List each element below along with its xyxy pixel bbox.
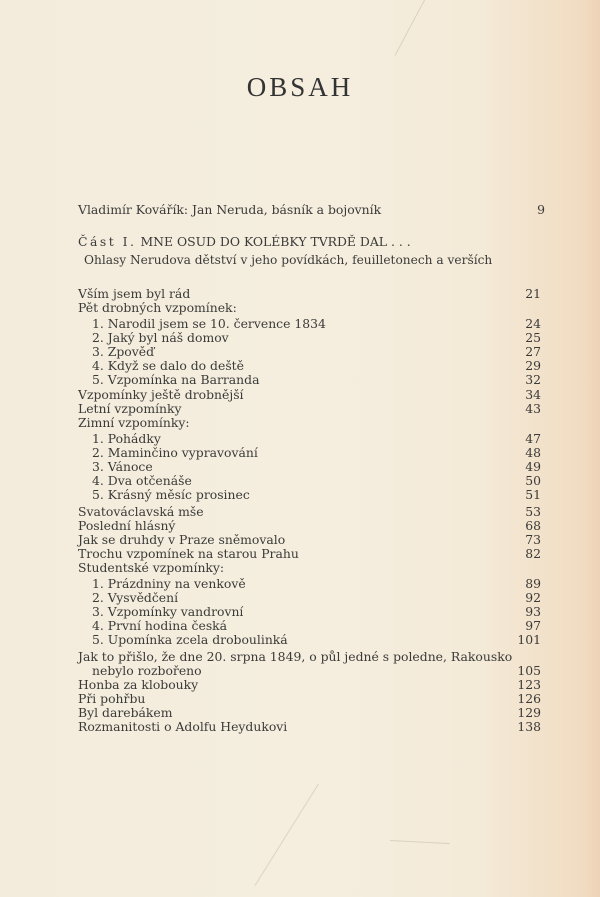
- toc-entry-label: Letní vzpomínky: [78, 401, 182, 416]
- toc-entry: [78, 692, 541, 706]
- toc-entry-label: 3. Zpověď: [92, 344, 155, 359]
- toc-entry-page: 49: [525, 459, 541, 474]
- toc-entry: [78, 460, 541, 474]
- toc-entry-page: 53: [525, 504, 541, 519]
- toc-entry-label: Pět drobných vzpomínek:: [78, 300, 237, 315]
- toc-entry-page: 138: [517, 719, 541, 734]
- toc-entry: [78, 678, 541, 692]
- toc-entry: [78, 720, 541, 734]
- toc-entry: [78, 706, 541, 720]
- toc-entry: [78, 331, 541, 345]
- toc-entry-label: 1. Pohádky: [92, 431, 161, 446]
- toc-entry: [78, 633, 541, 647]
- toc-entry-label: 4. Když se dalo do deště: [92, 358, 244, 373]
- part-title: MNE OSUD DO KOLÉBKY TVRDĚ DAL . . .: [140, 234, 411, 249]
- toc-entry-label: Rozmanitosti o Adolfu Heydukovi: [78, 719, 288, 734]
- toc-entry: [78, 301, 541, 315]
- toc-entry: [78, 664, 541, 678]
- toc-entry-label: Studentské vzpomínky:: [78, 560, 225, 575]
- toc-entry-label: Vzpomínky ještě drobnější: [78, 387, 244, 402]
- toc-entry-page: 32: [525, 372, 541, 387]
- toc-entry: [78, 359, 541, 373]
- toc-entry: [78, 650, 541, 664]
- toc-entry-label: Poslední hlásný: [78, 518, 176, 533]
- toc-entry-label: 3. Vzpomínky vandrovní: [92, 604, 244, 619]
- toc-entry-page: 92: [525, 590, 541, 605]
- toc-entry-page: 101: [517, 632, 541, 647]
- toc-entry-label: 2. Jaký byl náš domov: [92, 330, 229, 345]
- toc-entry-label: Zimní vzpomínky:: [78, 415, 190, 430]
- paper-scratch: [255, 783, 319, 885]
- part-subtitle-row: [78, 253, 541, 267]
- toc-entry: [78, 561, 541, 575]
- toc-entry: [78, 619, 541, 633]
- toc-entry: [78, 519, 541, 533]
- toc-entry-page: 29: [525, 358, 541, 373]
- toc-entry-page: 21: [525, 286, 541, 301]
- toc-entry: [78, 577, 541, 591]
- toc-entry-label: 5. Upomínka zcela droboulinká: [92, 632, 288, 647]
- toc-entry-label: Při pohřbu: [78, 691, 146, 706]
- paper-scratch: [390, 840, 450, 844]
- toc-entry-page: 48: [525, 445, 541, 460]
- toc-entry-page: 27: [525, 344, 541, 359]
- toc-entry-label: 1. Narodil jsem se 10. července 1834: [92, 316, 326, 331]
- toc-entry: [78, 287, 541, 301]
- toc-entry: [78, 446, 541, 460]
- toc-entry-label: Vladimír Kovářík: Jan Neruda, básník a bojovník: [78, 202, 382, 217]
- toc-entry-page: 126: [517, 691, 541, 706]
- toc-entry-label: 2. Maminčino vypravování: [92, 445, 258, 460]
- toc-entry: [78, 547, 541, 561]
- toc-entry-label: Jak se druhdy v Praze sněmovalo: [78, 532, 286, 547]
- toc-entry: [78, 505, 541, 519]
- toc-entry-page: 129: [517, 705, 541, 720]
- toc-entry-page: 51: [525, 487, 541, 502]
- part-heading: [78, 235, 541, 249]
- toc-entry-page: 50: [525, 473, 541, 488]
- part-prefix: Část I.: [78, 234, 137, 249]
- toc-entry: [78, 605, 541, 619]
- toc-entry: [78, 474, 541, 488]
- toc-entry-label: Jak to přišlo, že dne 20. srpna 1849, o půl jedné s poledne, Rakousko: [78, 649, 513, 664]
- toc-entry-page: 82: [525, 546, 541, 561]
- toc-entry-page: 47: [525, 431, 541, 446]
- toc-entry-page: 73: [525, 532, 541, 547]
- toc-entry-label: 4. Dva otčenáše: [92, 473, 192, 488]
- toc-entry: [78, 591, 541, 605]
- toc-entry-page: 68: [525, 518, 541, 533]
- toc-entry-label: Byl darebákem: [78, 705, 173, 720]
- toc-entry: [78, 345, 541, 359]
- toc-entry-label: Trochu vzpomínek na starou Prahu: [78, 546, 299, 561]
- toc-entry: [78, 388, 541, 402]
- toc-entry-label: 3. Vánoce: [92, 459, 153, 474]
- toc-entry-page: 9: [537, 202, 545, 217]
- toc-entry: [78, 432, 541, 446]
- toc-entry: [78, 416, 541, 430]
- paper-scratch: [395, 0, 448, 56]
- toc-entry: [78, 488, 541, 502]
- toc-entry: [78, 533, 541, 547]
- toc-entry: [78, 317, 541, 331]
- toc-entry-label: 4. První hodina česká: [92, 618, 228, 633]
- toc-entry-page: 43: [525, 401, 541, 416]
- toc-entry-label: 2. Vysvědčení: [92, 590, 179, 605]
- toc-entry-page: 25: [525, 330, 541, 345]
- toc-entry-label: Honba za klobouky: [78, 677, 199, 692]
- toc-entry-page: 24: [525, 316, 541, 331]
- toc-entry-label: Svatováclavská mše: [78, 504, 204, 519]
- toc-entry-label: nebylo rozbořeno: [92, 663, 202, 678]
- toc-entry-page: 93: [525, 604, 541, 619]
- toc-entry-intro: [78, 202, 545, 217]
- toc-entry-page: 105: [517, 663, 541, 678]
- toc-entry-label: 5. Vzpomínka na Barranda: [92, 372, 260, 387]
- toc-entry-page: 34: [525, 387, 541, 402]
- page-title: OBSAH: [246, 72, 354, 102]
- toc-entry-page: 123: [517, 677, 541, 692]
- part-subtitle: Ohlasy Nerudova dětství v jeho povídkách, feuilletonech a verších: [84, 253, 493, 267]
- toc-entry-page: 97: [525, 618, 541, 633]
- toc-entry-label: 1. Prázdniny na venkově: [92, 576, 246, 591]
- toc-entry-label: 5. Krásný měsíc prosinec: [92, 487, 250, 502]
- toc-entry-label: Vším jsem byl rád: [78, 286, 191, 301]
- toc-entry-page: 89: [525, 576, 541, 591]
- toc-entry: [78, 373, 541, 387]
- toc-entry: [78, 402, 541, 416]
